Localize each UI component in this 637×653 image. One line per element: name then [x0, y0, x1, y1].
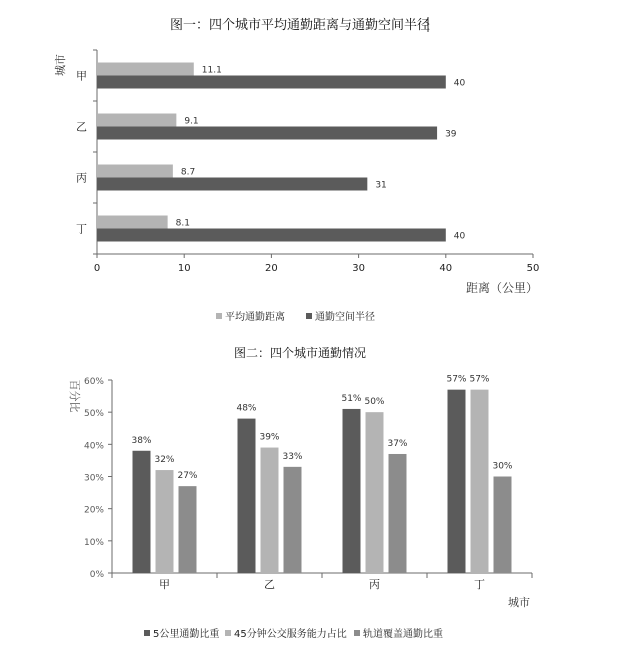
chart2-data-label: 37% [387, 438, 408, 449]
chart1-data-label: 9.1 [184, 116, 199, 127]
chart2-data-label: 30% [492, 461, 513, 472]
chart1-bar-avg-distance [97, 216, 168, 229]
chart-commute [0, 340, 637, 653]
chart1-category-label: 丙 [76, 171, 87, 185]
chart1-legend-label: 通勤空间半径 [315, 312, 375, 323]
chart2-category-label: 丁 [474, 578, 485, 591]
chart1-data-label: 40 [453, 231, 466, 242]
chart1-category-label: 丁 [76, 222, 87, 236]
chart2-x-axis-label: 城市 [508, 596, 530, 609]
chart1-data-label: 8.7 [180, 167, 196, 178]
chart1-data-label: 40 [453, 78, 466, 89]
chart1-bar-radius [97, 127, 437, 140]
chart2-bar-series-2 [471, 390, 489, 573]
chart2-legend-label: 轨道覆盖通勤比重 [363, 629, 443, 640]
chart1-legend-swatch [306, 313, 312, 319]
chart1-x-tick-label: 30 [352, 263, 365, 274]
chart2-bar-series-3 [179, 486, 197, 573]
chart1-data-label: 39 [445, 129, 457, 140]
chart2-data-label: 48% [236, 403, 257, 414]
chart2-data-label: 32% [154, 455, 175, 466]
chart1-x-tick-label: 10 [177, 263, 191, 274]
chart2-data-label: 33% [282, 451, 303, 462]
chart2-y-tick-label: 50% [83, 409, 104, 420]
chart1-bar-avg-distance [97, 165, 173, 178]
chart1-title: 图一：四个城市平均通勤距离与通勤空间半径 [169, 18, 431, 33]
chart2-y-tick-label: 20% [83, 505, 104, 516]
chart1-legend [216, 310, 375, 323]
chart2-y-tick-label: 0% [89, 570, 104, 580]
chart2-category-label: 丙 [369, 578, 380, 591]
chart2-data-label: 27% [177, 471, 198, 482]
chart1-category-label: 甲 [76, 69, 87, 83]
chart1-x-axis-label: 距离（公里） [465, 281, 539, 295]
chart2-bar-series-1 [133, 451, 151, 573]
chart2-legend-swatch [144, 630, 150, 636]
chart2-bar-series-1 [448, 390, 466, 573]
chart2-category-label: 乙 [264, 578, 275, 591]
chart1-data-label: 31 [375, 180, 387, 191]
chart2-bar-series-2 [156, 470, 174, 573]
chart1-data-label: 8.1 [175, 218, 190, 229]
chart1-x-tick-label: 50 [526, 263, 540, 274]
chart2-bar-series-2 [261, 448, 279, 573]
chart1-bar-radius [97, 76, 446, 89]
chart1-bar-radius [97, 229, 446, 242]
chart2-y-tick-label: 10% [83, 537, 104, 548]
chart2-legend-swatch [354, 630, 360, 636]
chart1-category-label: 乙 [76, 120, 87, 134]
chart1-bars [97, 63, 466, 242]
chart2-bar-series-1 [343, 409, 361, 573]
chart2-bar-series-2 [366, 412, 384, 573]
chart1-bar-radius [97, 178, 367, 191]
chart1-bar-avg-distance [97, 114, 176, 127]
chart2-data-label: 38% [131, 435, 152, 446]
chart2-legend [144, 627, 443, 640]
chart1-data-label: 11.1 [201, 65, 222, 76]
chart1-x-tick-label: 20 [265, 263, 278, 274]
chart2-y-axis-label: 百分比 [68, 379, 81, 413]
chart1-y-axis-label: 城市 [54, 54, 67, 76]
chart1-legend-swatch [216, 313, 222, 319]
chart2-data-label: 51% [341, 393, 362, 404]
chart2-data-label: 50% [364, 397, 385, 408]
chart2-legend-label: 5公里通勤比重 [153, 629, 220, 640]
chart2-bar-series-3 [284, 467, 302, 573]
chart2-y-tick-label: 40% [83, 441, 104, 452]
chart2-data-label: 57% [469, 374, 490, 385]
chart2-bar-series-3 [389, 454, 407, 573]
chart1-bar-avg-distance [97, 63, 194, 76]
chart2-title: 图二：四个城市通勤情况 [233, 346, 367, 360]
chart2-bars [131, 375, 512, 573]
chart1-x-tick-label: 0 [93, 263, 101, 274]
chart2-data-label: 57% [446, 374, 467, 385]
chart2-data-label: 39% [259, 432, 280, 443]
chart1-legend-label: 平均通勤距离 [225, 312, 285, 323]
chart2-y-tick-label: 30% [83, 473, 104, 484]
chart2-bar-series-3 [494, 477, 512, 574]
chart2-legend-label: 45分钟公交服务能力占比 [234, 629, 347, 640]
chart2-bar-series-1 [238, 419, 256, 573]
chart1-x-tick-label: 40 [439, 263, 453, 274]
chart2-category-label: 甲 [159, 578, 170, 591]
chart2-y-tick-label: 60% [83, 377, 104, 387]
chart2-legend-swatch [225, 630, 231, 636]
